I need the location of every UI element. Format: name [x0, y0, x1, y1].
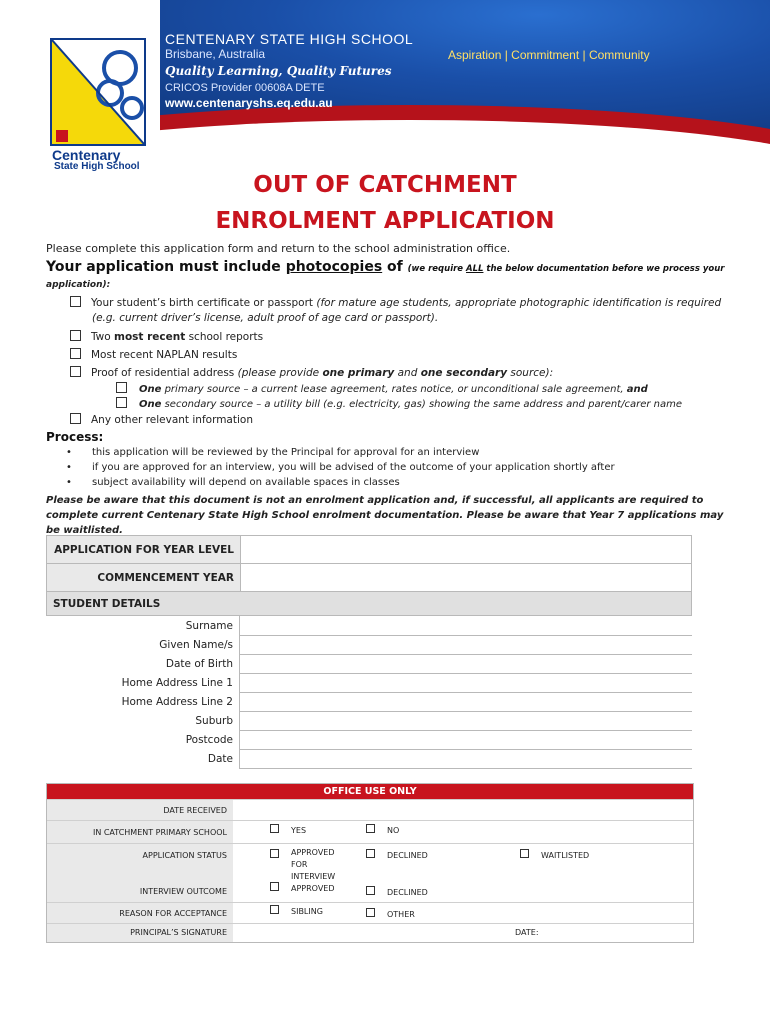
checkbox-icon[interactable]	[70, 348, 81, 359]
option-approved-for-interview[interactable]: APPROVED FOR INTERVIEW	[270, 847, 335, 883]
checklist-naplan[interactable]: Most recent NAPLAN results	[70, 348, 237, 361]
application-status-label: APPLICATION STATUS	[142, 851, 227, 860]
checklist-secondary-source[interactable]: One secondary source – a utility bill (e.g. electricity, gas) showing the same address and parent/carer name	[116, 397, 682, 410]
checkbox-icon[interactable]	[70, 413, 81, 424]
option-yes[interactable]: YES	[270, 824, 306, 835]
checkbox-icon[interactable]	[116, 397, 127, 408]
option-sibling[interactable]: SIBLING	[270, 905, 323, 916]
surname-label: Surname	[46, 616, 240, 635]
checkbox-icon[interactable]	[70, 366, 81, 377]
office-use-heading: OFFICE USE ONLY	[47, 784, 693, 799]
warning-note: Please be aware that this document is not an enrolment application and, if successful, all applicants are required to complete current Centenary State High School enrolment documentation. Please be aware that Year 7 applications may be waitlisted.	[46, 495, 724, 536]
checklist-birth-certificate[interactable]: Your student’s birth certificate or passport (for mature age students, appropriate photographic identification is required	[70, 296, 721, 309]
given-names-field[interactable]	[240, 635, 693, 654]
office-use-section	[46, 783, 694, 943]
checkbox-icon[interactable]	[366, 824, 375, 833]
option-waitlisted[interactable]: WAITLISTED	[520, 849, 589, 860]
school-tagline: Aspiration | Commitment | Community	[448, 48, 650, 62]
office-row-interview-outcome	[47, 882, 693, 902]
student-details-form	[46, 616, 692, 769]
school-name: CENTENARY STATE HIGH SCHOOL	[165, 31, 414, 47]
commencement-year-field[interactable]	[241, 564, 692, 592]
address1-label: Home Address Line 1	[46, 673, 240, 692]
in-catchment-label: IN CATCHMENT PRIMARY SCHOOL	[92, 828, 227, 837]
requirement-heading: Your application must include photocopies of (we require ALL the below documentation before we process your	[46, 259, 725, 275]
checkbox-icon[interactable]	[270, 882, 279, 891]
checkbox-icon[interactable]	[270, 905, 279, 914]
checkbox-icon[interactable]	[270, 824, 279, 833]
student-details-heading: STUDENT DETAILS	[47, 592, 692, 616]
year-level-field[interactable]	[241, 536, 692, 564]
page-title-line1: OUT OF CATCHMENT	[253, 172, 517, 198]
commencement-year-label: COMMENCEMENT YEAR	[47, 564, 241, 592]
checkbox-icon[interactable]	[270, 849, 279, 858]
signature-date-label: DATE:	[515, 928, 539, 937]
process-item: • this application will be reviewed by the Principal for approval for an interview	[68, 447, 479, 458]
address1-field[interactable]	[240, 673, 693, 692]
date-field[interactable]	[240, 749, 693, 768]
office-row-signature	[47, 923, 693, 942]
checkbox-icon[interactable]	[70, 330, 81, 341]
process-item: • subject availability will depend on available spaces in classes	[68, 477, 400, 488]
school-motto: Quality Learning, Quality Futures	[165, 64, 392, 78]
surname-field[interactable]	[240, 616, 693, 635]
office-row-date-received	[47, 799, 693, 820]
process-item: • if you are approved for an interview, you will be advised of the outcome of your application shortly after	[68, 462, 615, 473]
office-row-application-status	[47, 843, 693, 882]
given-names-label: Given Name/s	[46, 635, 240, 654]
school-location: Brisbane, Australia	[165, 47, 266, 61]
school-logo-icon	[50, 38, 146, 146]
checkbox-icon[interactable]	[366, 908, 375, 917]
option-no[interactable]: NO	[366, 824, 399, 835]
suburb-label: Suburb	[46, 711, 240, 730]
checkbox-icon[interactable]	[116, 382, 127, 393]
checklist-residential[interactable]: Proof of residential address (please provide one primary and one secondary source):	[70, 366, 553, 379]
page-title-line2: ENROLMENT APPLICATION	[215, 208, 555, 234]
suburb-field[interactable]	[240, 711, 693, 730]
office-row-in-catchment	[47, 820, 693, 843]
checklist-birth-note: (e.g. current driver’s license, adult proof of age card or passport).	[92, 312, 439, 324]
checklist-school-reports[interactable]: Two most recent school reports	[70, 330, 263, 343]
intro-text: Please complete this application form and return to the school administration office.	[46, 242, 511, 255]
application-form	[46, 535, 692, 616]
signature-label: PRINCIPAL’S SIGNATURE	[130, 928, 227, 937]
checkbox-icon[interactable]	[520, 849, 529, 858]
date-received-label: DATE RECEIVED	[163, 806, 227, 815]
office-row-reason	[47, 902, 693, 923]
cricos-text: CRICOS Provider 00608A DETE	[165, 82, 325, 94]
option-declined[interactable]: DECLINED	[366, 849, 428, 860]
school-website: www.centenaryshs.eq.edu.au	[165, 96, 333, 110]
requirement-heading-cont: application):	[46, 280, 111, 290]
year-level-label: APPLICATION FOR YEAR LEVEL	[47, 536, 241, 564]
logo-text-centenary: Centenary	[52, 147, 121, 163]
postcode-field[interactable]	[240, 730, 693, 749]
reason-label: REASON FOR ACCEPTANCE	[119, 909, 227, 918]
interview-outcome-label: INTERVIEW OUTCOME	[139, 887, 227, 896]
checkbox-icon[interactable]	[366, 886, 375, 895]
address2-label: Home Address Line 2	[46, 692, 240, 711]
date-label: Date	[46, 749, 240, 768]
option-declined-outcome[interactable]: DECLINED	[366, 886, 428, 897]
postcode-label: Postcode	[46, 730, 240, 749]
logo-text-shs: State High School	[54, 161, 140, 172]
checkbox-icon[interactable]	[366, 849, 375, 858]
checklist-other[interactable]: Any other relevant information	[70, 413, 253, 426]
address2-field[interactable]	[240, 692, 693, 711]
checkbox-icon[interactable]	[70, 296, 81, 307]
option-approved[interactable]: APPROVED	[270, 882, 335, 893]
dob-field[interactable]	[240, 654, 693, 673]
option-other[interactable]: OTHER	[366, 908, 415, 919]
process-heading: Process:	[46, 430, 104, 444]
dob-label: Date of Birth	[46, 654, 240, 673]
checklist-primary-source[interactable]: One primary source – a current lease agreement, rates notice, or unconditional sale agreement, and	[116, 382, 648, 395]
